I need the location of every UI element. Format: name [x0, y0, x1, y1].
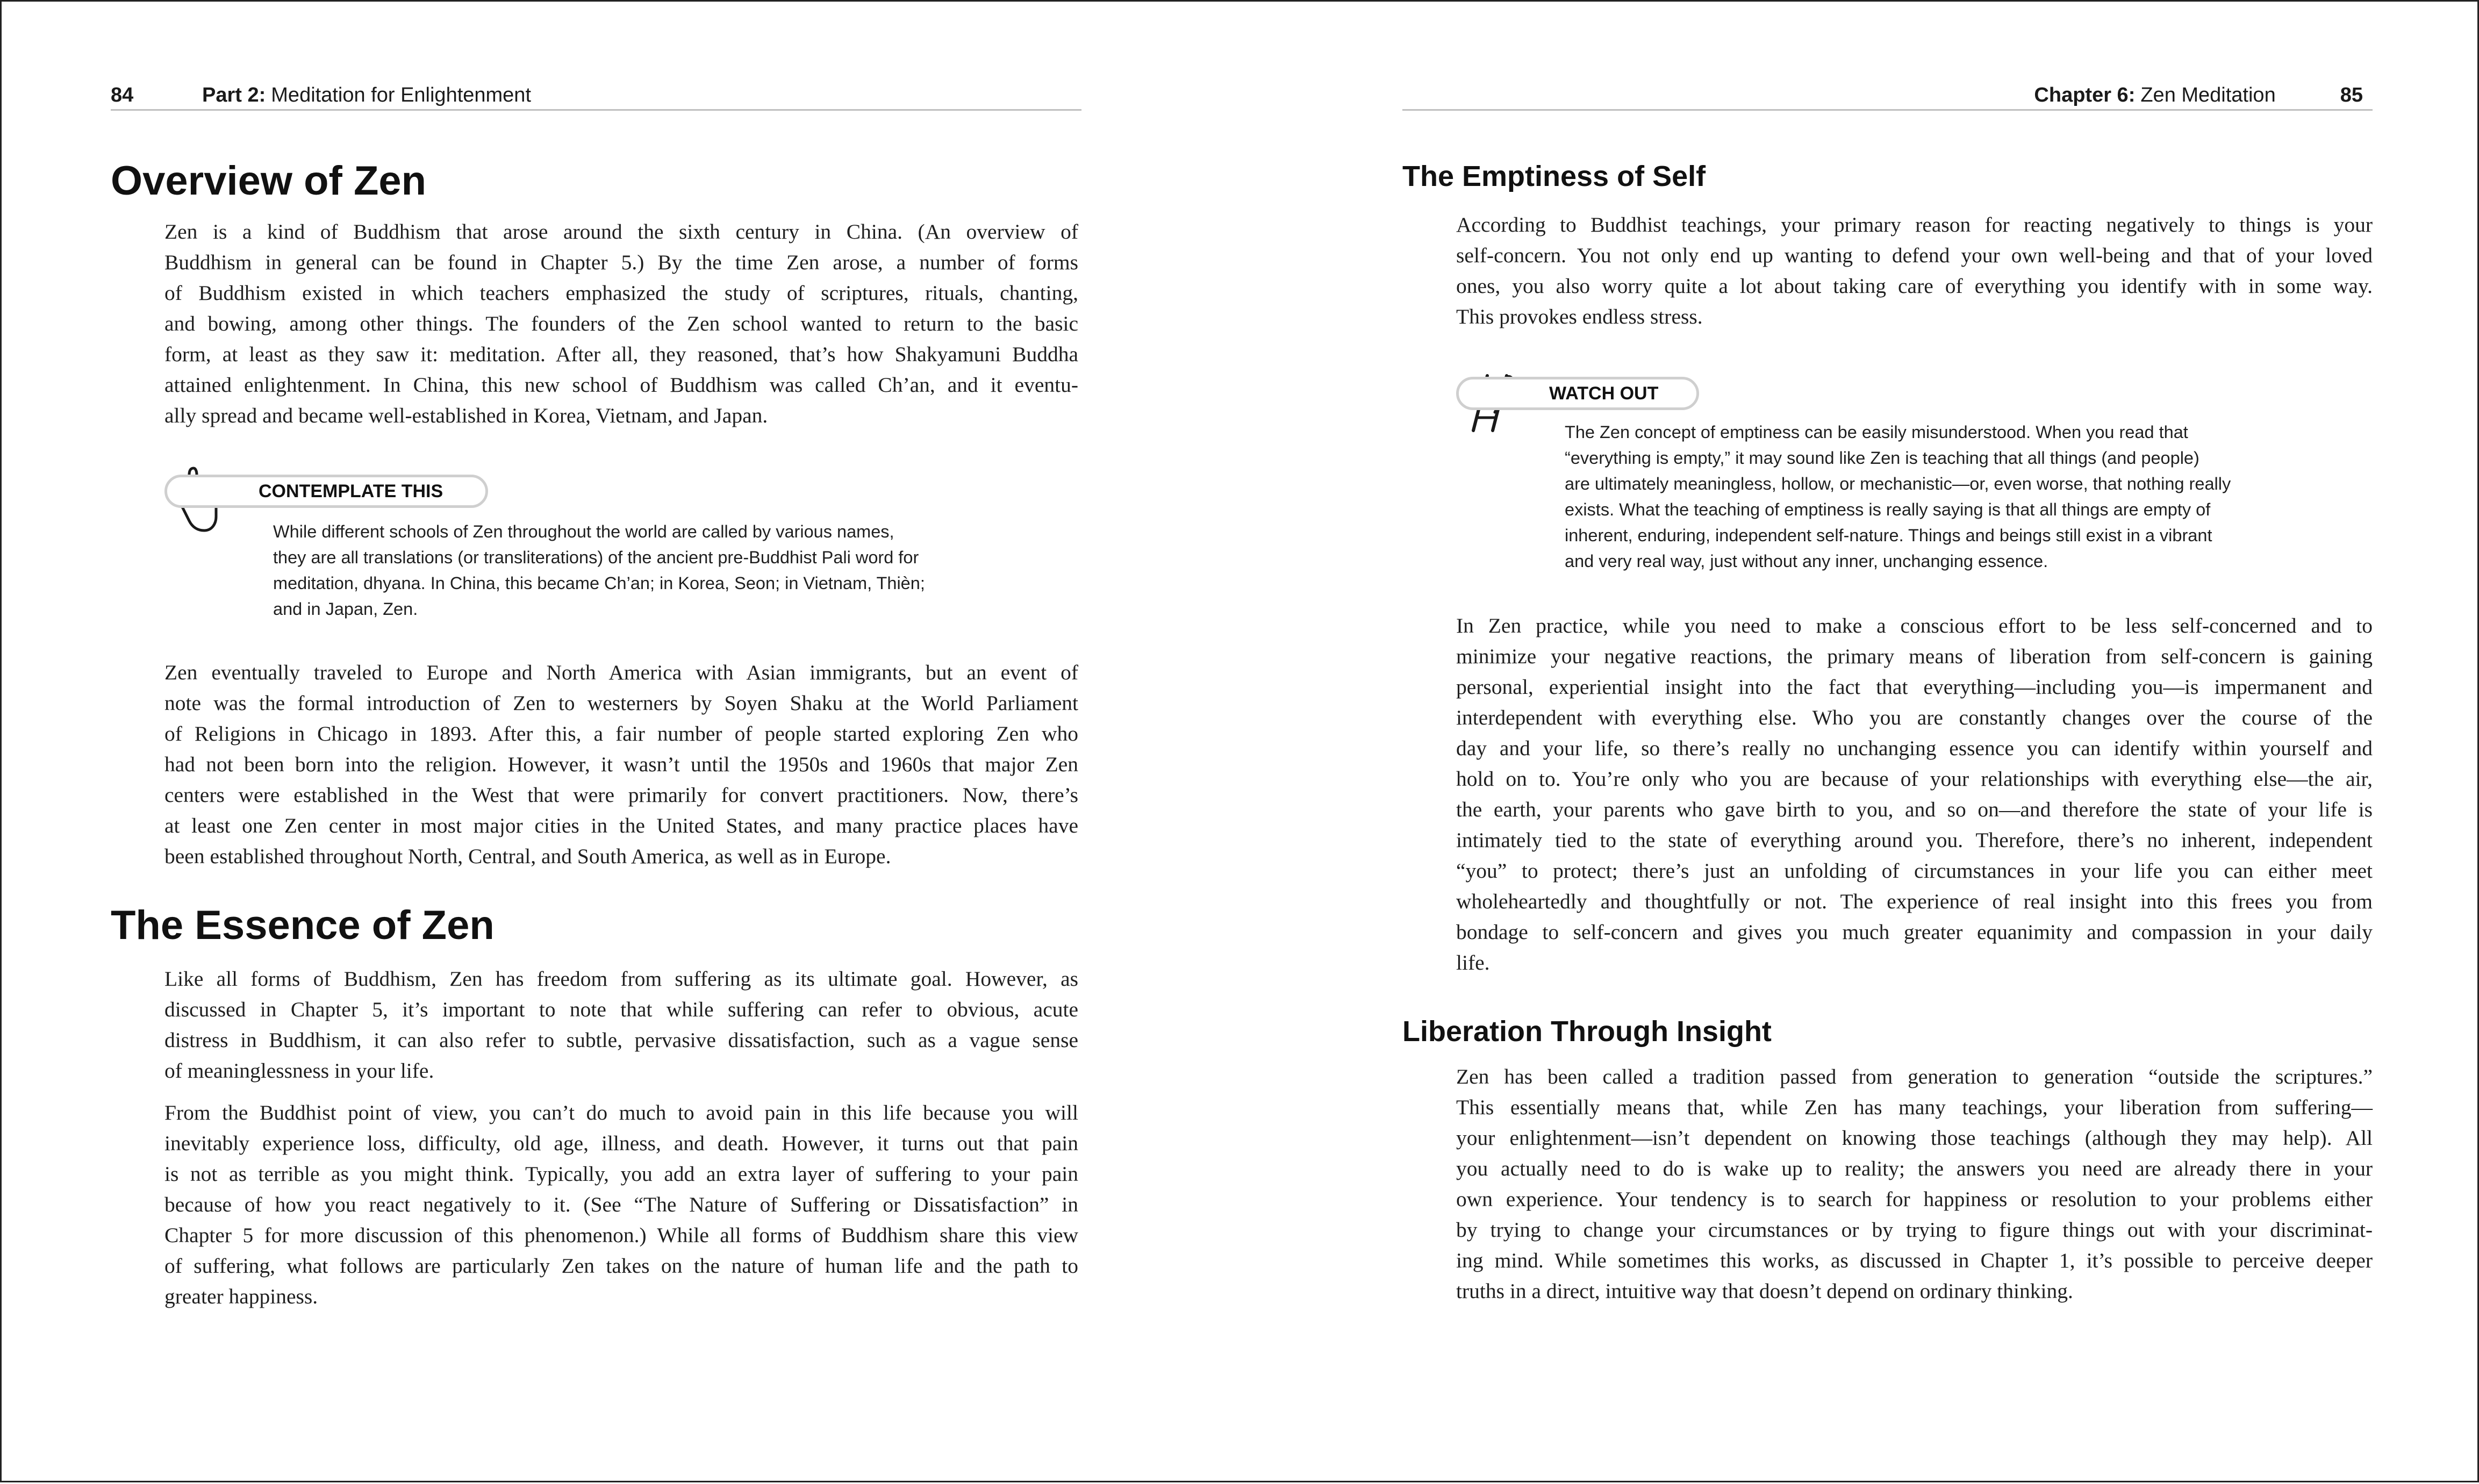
text-line: “everything is empty,” it may sound like Zen is teaching that all things (and people)	[1565, 448, 2199, 468]
practice-paragraph	[1456, 611, 2373, 978]
text-line: of Religions in Chicago in 1893. After this, a fair number of people started exploring Zen who	[164, 722, 1078, 745]
text-line: you actually need to do is wake up to reality; the answers you need are already there in your	[1456, 1157, 2373, 1180]
sidebar-label-text: WATCH OUT	[1549, 383, 1659, 404]
overview-paragraph	[164, 217, 1078, 431]
text-line: inherent, enduring, independent self-nature. Things and beings still exist in a vibrant	[1565, 526, 2212, 545]
essence-paragraph-1	[164, 964, 1078, 1086]
text-line: because of how you react negatively to it. (See “The Nature of Suffering or Dissatisfaction” in	[164, 1193, 1078, 1216]
header-rule	[111, 109, 1081, 111]
chapter-label: Chapter 6:	[2034, 84, 2136, 106]
text-line: According to Buddhist teachings, your primary reason for reacting negatively to things is your	[1456, 213, 2373, 236]
watch-out-label	[1456, 377, 1699, 410]
text-line: are ultimately meaningless, hollow, or mechanistic—or, even worse, that nothing really	[1565, 474, 2231, 493]
text-line: the earth, your parents who gave birth to you, and so on—and therefore the state of your life is	[1456, 798, 2373, 821]
text-line: ally spread and became well-established in Korea, Vietnam, and Japan.	[164, 404, 768, 427]
text-line: of meaninglessness in your life.	[164, 1059, 434, 1082]
text-line: is not as terrible as you might think. Typically, you add an extra layer of suffering to your pain	[164, 1162, 1078, 1186]
history-paragraph	[164, 657, 1078, 872]
text-line: personal, experiential insight into the fact that everything—including you—is impermanent and	[1456, 675, 2373, 699]
page-number: 85	[2340, 84, 2363, 106]
liberation-paragraph	[1456, 1062, 2373, 1307]
text-line: Like all forms of Buddhism, Zen has freedom from suffering as its ultimate goal. However, as	[164, 967, 1078, 991]
heading-emptiness-of-self: The Emptiness of Self	[1402, 160, 1706, 192]
text-line: wholeheartedly and thoughtfully or not. The experience of real insight into this frees you from	[1456, 890, 2373, 913]
text-line: had not been born into the religion. However, it wasn’t until the 1950s and 1960s that major Zen	[164, 752, 1078, 776]
contemplate-this-text	[273, 519, 1079, 622]
text-line: From the Buddhist point of view, you can’t do much to avoid pain in this life because you will	[164, 1101, 1078, 1124]
text-line: This provokes endless stress.	[1456, 305, 1703, 328]
text-line: Zen has been called a tradition passed from generation to generation “outside the scriptures.”	[1456, 1065, 2373, 1088]
text-line: exists. What the teaching of emptiness is really saying is that all things are empty of	[1565, 500, 2211, 519]
header-rule	[1402, 109, 2373, 111]
text-line: interdependent with everything else. Who you are constantly changes over the course of the	[1456, 706, 2373, 729]
text-line: discussed in Chapter 5, it’s important to note that while suffering can refer to obvious, acute	[164, 998, 1078, 1021]
text-line: and bowing, among other things. The founders of the Zen school wanted to return to the basic	[164, 312, 1078, 335]
text-line: truths in a direct, intuitive way that doesn’t depend on ordinary thinking.	[1456, 1279, 2073, 1303]
text-line: inevitably experience loss, difficulty, old age, illness, and death. However, it turns out that pain	[164, 1131, 1078, 1155]
text-line: Zen eventually traveled to Europe and North America with Asian immigrants, but an event of	[164, 661, 1078, 684]
chapter-title: Zen Meditation	[2140, 84, 2276, 106]
text-line: of suffering, what follows are particularly Zen takes on the nature of human life and the path to	[164, 1254, 1078, 1278]
heading-overview-of-zen: Overview of Zen	[111, 158, 427, 204]
text-line: This essentially means that, while Zen has many teachings, your liberation from suffering—	[1456, 1095, 2373, 1119]
text-line: In Zen practice, while you need to make a conscious effort to be less self-concerned and to	[1456, 614, 2373, 637]
right-page	[1402, 2, 2373, 1484]
text-line: “you” to protect; there’s just an unfolding of circumstances in your life you can either meet	[1456, 859, 2373, 883]
part-title: Meditation for Enlightenment	[271, 84, 532, 106]
text-line: greater happiness.	[164, 1285, 318, 1308]
text-line: hold on to. You’re only who you are because of your relationships with everything else—the air,	[1456, 767, 2373, 791]
text-line: distress in Buddhism, it can also refer to subtle, pervasive dissatisfaction, such as a vague sense	[164, 1028, 1078, 1052]
text-line: own experience. Your tendency is to search for happiness or resolution to your problems either	[1456, 1187, 2373, 1211]
heading-essence-of-zen: The Essence of Zen	[111, 902, 495, 948]
text-line: intimately tied to the state of everything around you. Therefore, there’s no inherent, independent	[1456, 828, 2373, 852]
heading-liberation-through-insight: Liberation Through Insight	[1402, 1015, 1772, 1048]
text-line: and very real way, just without any inner, unchanging essence.	[1565, 551, 2048, 571]
contemplate-this-label	[164, 475, 488, 508]
text-line: at least one Zen center in most major cities in the United States, and many practice places have	[164, 814, 1078, 837]
text-line: centers were established in the West that were primarily for convert practitioners. Now, there’s	[164, 783, 1078, 807]
text-line: been established throughout North, Central, and South America, as well as in Europe.	[164, 844, 891, 868]
text-line: meditation, dhyana. In China, this became Ch’an; in Korea, Seon; in Vietnam, Thièn;	[273, 573, 925, 593]
text-line: Chapter 5 for more discussion of this phenomenon.) While all forms of Buddhism share this view	[164, 1223, 1078, 1247]
text-line: ing mind. While sometimes this works, as discussed in Chapter 1, it’s possible to perceive deeper	[1456, 1249, 2373, 1272]
text-line: they are all translations (or transliterations) of the ancient pre-Buddhist Pali word for	[273, 548, 919, 567]
text-line: minimize your negative reactions, the primary means of liberation from self-concern is gaining	[1456, 644, 2373, 668]
left-running-head	[111, 81, 1081, 107]
text-line: of Buddhism existed in which teachers emphasized the study of scriptures, rituals, chanting,	[164, 281, 1078, 305]
text-line: life.	[1456, 951, 1490, 974]
text-line: your enlightenment—isn’t dependent on knowing those teachings (although they may help). All	[1456, 1126, 2373, 1150]
part-label: Part 2:	[202, 84, 266, 106]
text-line: ones, you also worry quite a lot about taking care of everything you identify with in some way.	[1456, 274, 2373, 298]
text-line: form, at least as they saw it: meditation. After all, they reasoned, that’s how Shakyamuni Buddha	[164, 342, 1078, 366]
left-page	[111, 2, 1081, 1484]
text-line: bondage to self-concern and gives you much greater equanimity and compassion in your daily	[1456, 920, 2373, 944]
watch-out-text	[1565, 419, 2371, 574]
right-running-head	[1402, 81, 2373, 107]
essence-paragraph-2	[164, 1098, 1078, 1312]
text-line: by trying to change your circumstances or by trying to figure things out with your discriminat-	[1456, 1218, 2373, 1242]
text-line: self-concern. You not only end up wanting to defend your own well-being and that of your loved	[1456, 243, 2373, 267]
text-line: The Zen concept of emptiness can be easily misunderstood. When you read that	[1565, 422, 2188, 442]
text-line: note was the formal introduction of Zen to westerners by Soyen Shaku at the World Parliament	[164, 691, 1078, 715]
text-line: While different schools of Zen throughout the world are called by various names,	[273, 522, 894, 541]
text-line: and in Japan, Zen.	[273, 599, 418, 619]
text-line: Zen is a kind of Buddhism that arose around the sixth century in China. (An overview of	[164, 220, 1078, 243]
text-line: day and your life, so there’s really no unchanging essence you can identify within yourself and	[1456, 736, 2373, 760]
sidebar-label-text: CONTEMPLATE THIS	[259, 481, 443, 501]
page-number: 84	[111, 84, 134, 106]
emptiness-paragraph	[1456, 210, 2373, 332]
text-line: Buddhism in general can be found in Chapter 5.) By the time Zen arose, a number of forms	[164, 250, 1078, 274]
text-line: attained enlightenment. In China, this new school of Buddhism was called Ch’an, and it eventu-	[164, 373, 1078, 397]
